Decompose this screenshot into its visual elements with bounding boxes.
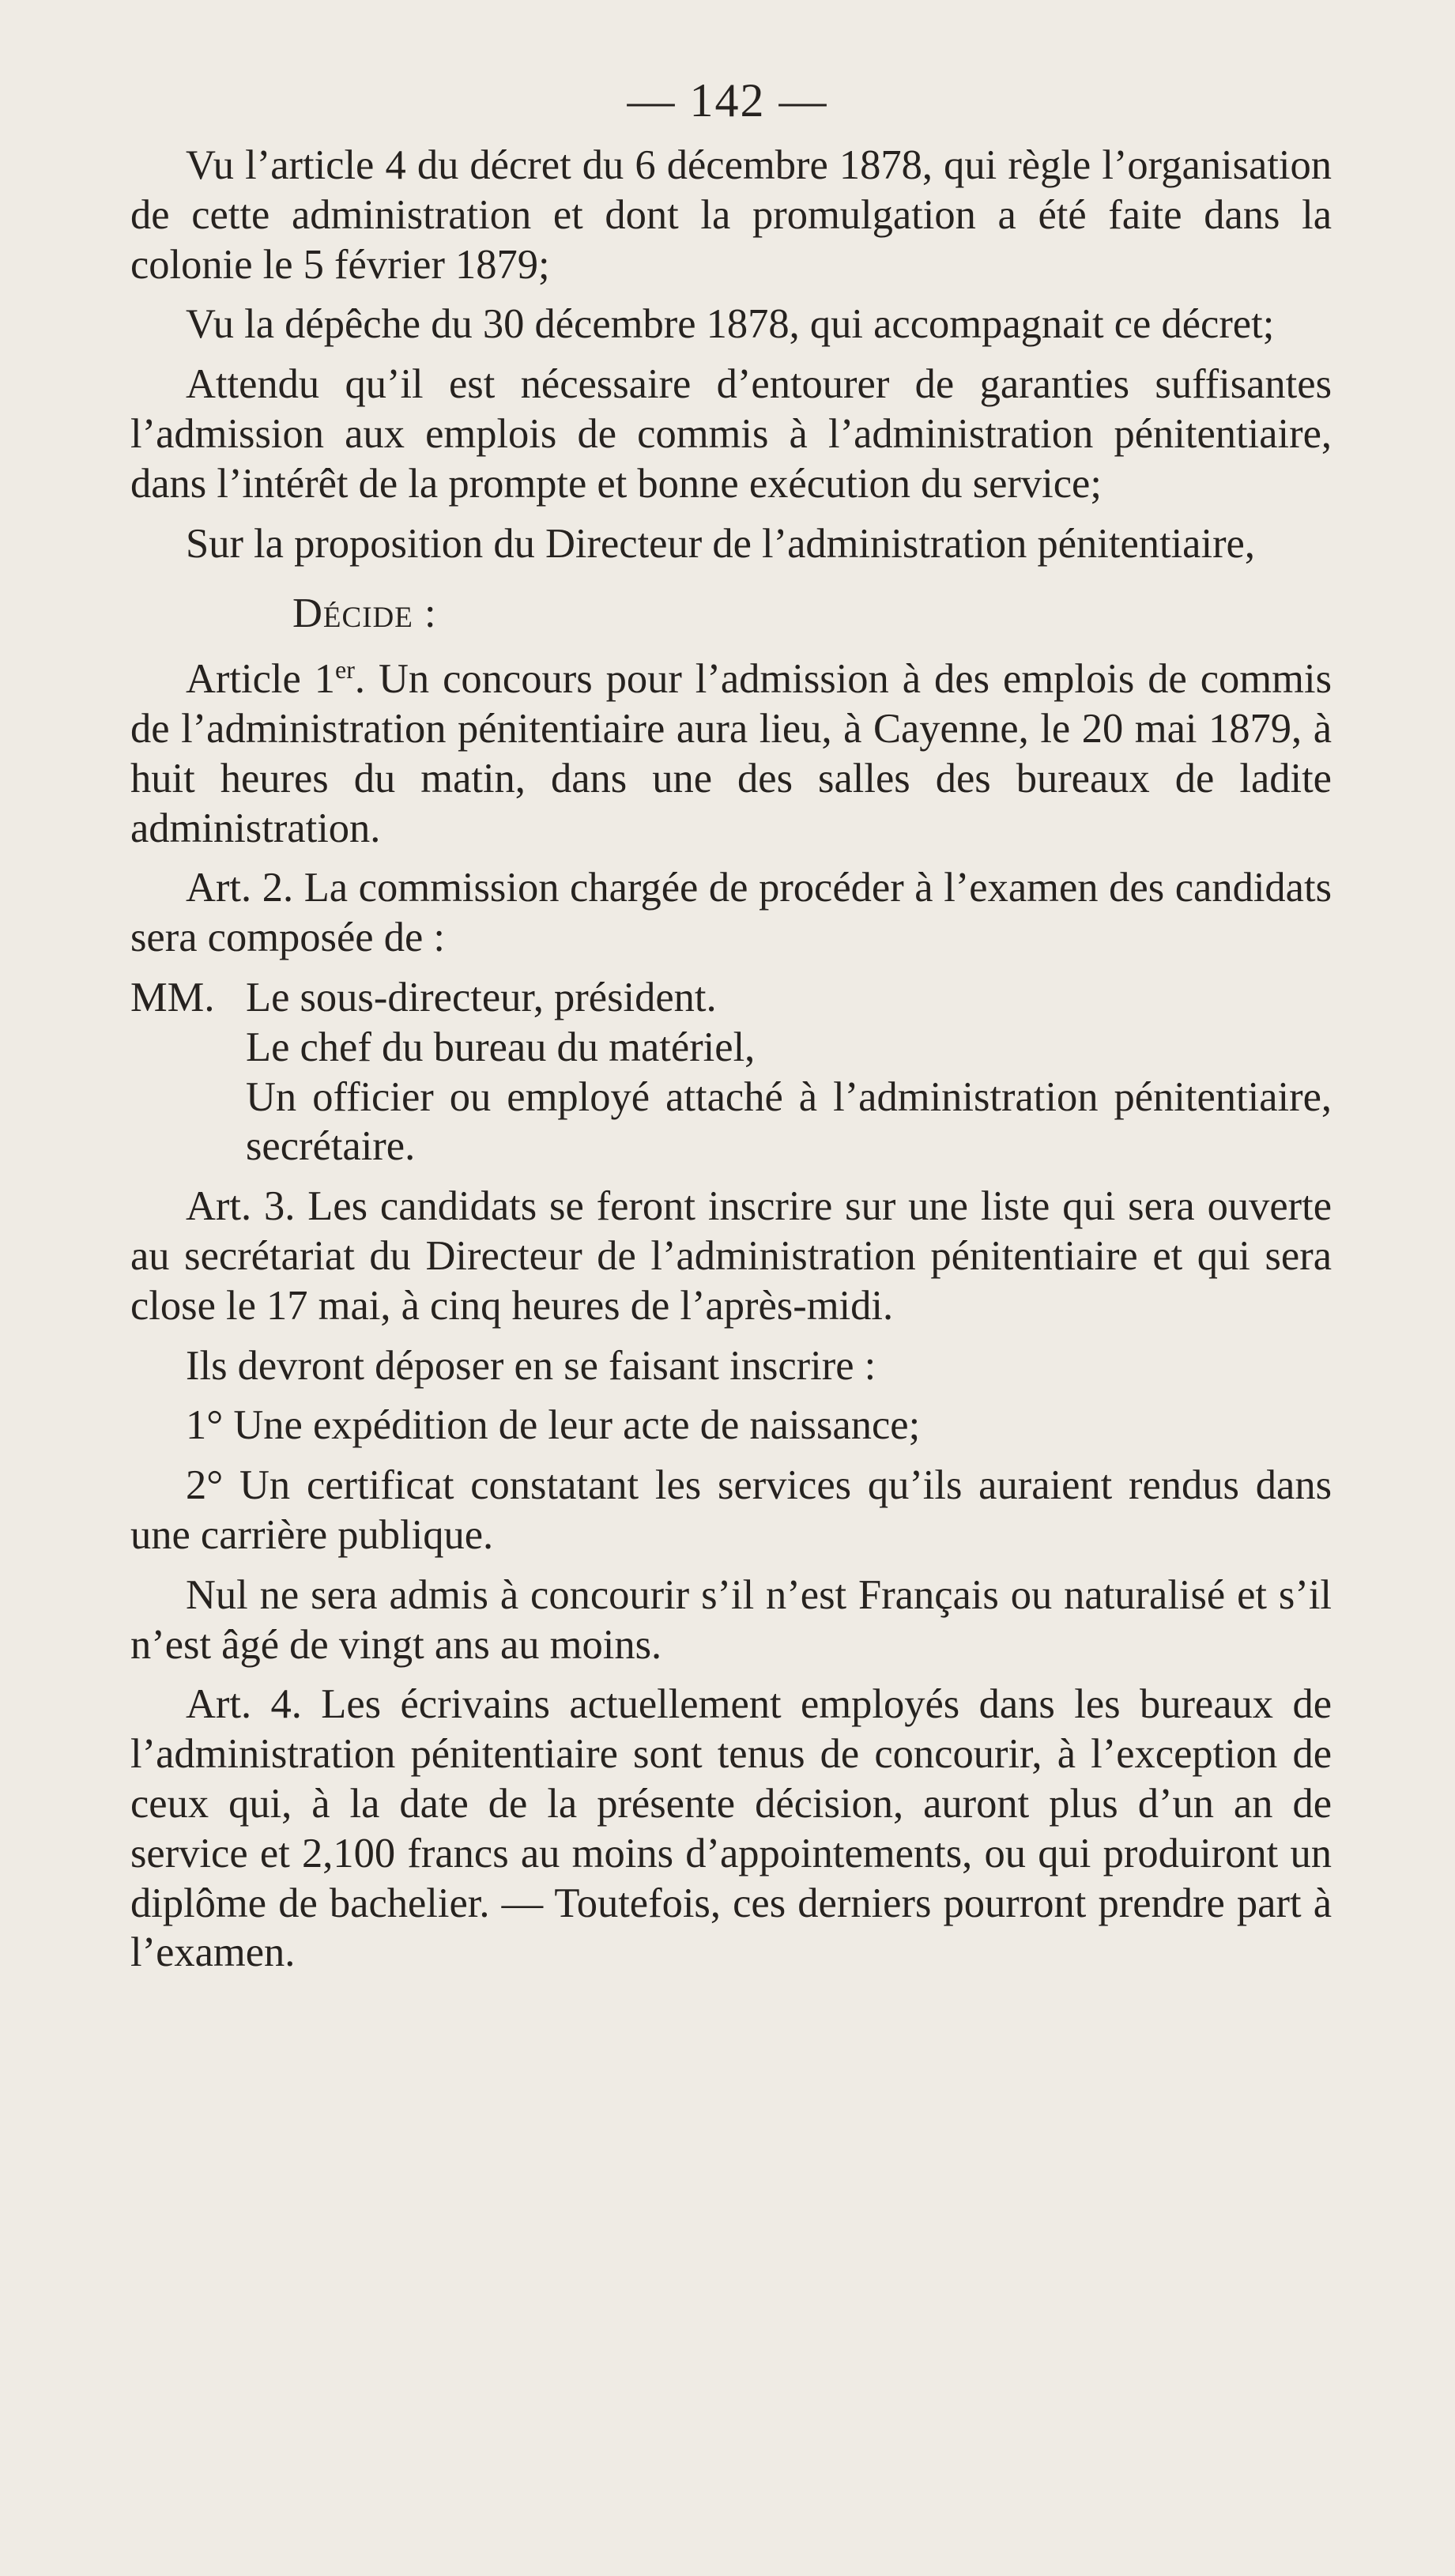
- page-number: — 142 —: [627, 74, 828, 126]
- paragraph-ils-devront: Ils devront déposer en se faisant inscrire :: [186, 1342, 876, 1389]
- paragraph-attendu: Attendu qu’il est nécessaire d’entourer de garanties suffisantes l’admission aux emplois de commis à l’administration pénitentiaire, dans l’intérêt de la prompte et bonne exécution du service;: [130, 361, 1332, 507]
- document-body: [130, 141, 1332, 1978]
- paragraph-vu-depeche: Vu la dépêche du 30 décembre 1878, qui accompagnait ce décret;: [186, 301, 1275, 348]
- list-item-2: 2° Un certificat constatant les services qu’ils auraient rendus dans une carrière publique.: [130, 1462, 1332, 1558]
- commission-members: [130, 973, 1332, 1171]
- list-item-1: 1° Une expédition de leur acte de naissance;: [186, 1402, 921, 1449]
- paragraph-proposition: Sur la proposition du Directeur de l’administration pénitentiaire,: [186, 520, 1255, 567]
- commission-members-list: [224, 973, 1332, 1171]
- article-1: [130, 654, 1332, 853]
- article-3: Art. 3. Les candidats se feront inscrire sur une liste qui sera ouverte au secrétariat du Directeur de l’administration pénitentiaire et qui sera close le 17 mai, à cinq heures de l’après-midi.: [130, 1183, 1332, 1329]
- article-4: Art. 4. Les écrivains actuellement employés dans les bureaux de l’administration pénitentiaire sont tenus de concourir, à l’exception de ceux qui, à la date de la présente décision, auront plus d’un an de service et 2,100 francs au moins d’appointements, ou qui produiront un diplôme de bachelier. — Toutefois, ces derniers pourront prendre part à l’examen.: [130, 1681, 1332, 1976]
- paragraph-nul: Nul ne sera admis à concourir s’il n’est Français ou naturalisé et s’il n’est âgé de vingt ans au moins.: [130, 1571, 1332, 1668]
- paragraph-vu-article: Vu l’article 4 du décret du 6 décembre 1878, qui règle l’organisation de cette administration et dont la promulgation a été faite dans la colonie le 5 février 1879;: [130, 142, 1332, 288]
- member-item: Un officier ou employé attaché à l’administration pénitentiaire, secrétaire.: [246, 1073, 1332, 1170]
- member-item: Le sous-directeur, président.: [246, 974, 717, 1020]
- article-1-text: . Un concours pour l’admission à des emplois de commis de l’administration pénitentiaire aura lieu, à Cayenne, le 20 mai 1879, à huit heures du matin, dans une des salles des bureaux de ladite administration.: [130, 656, 1332, 851]
- member-item: Le chef du bureau du matériel,: [246, 1024, 756, 1070]
- article-1-superscript: er: [335, 655, 355, 685]
- decide-heading: Décide :: [292, 590, 437, 637]
- article-1-prefix: Article 1: [186, 656, 335, 703]
- commission-members-label: MM.: [130, 974, 215, 1020]
- article-2: Art. 2. La commission chargée de procéder à l’examen des candidats sera composée de :: [130, 865, 1332, 961]
